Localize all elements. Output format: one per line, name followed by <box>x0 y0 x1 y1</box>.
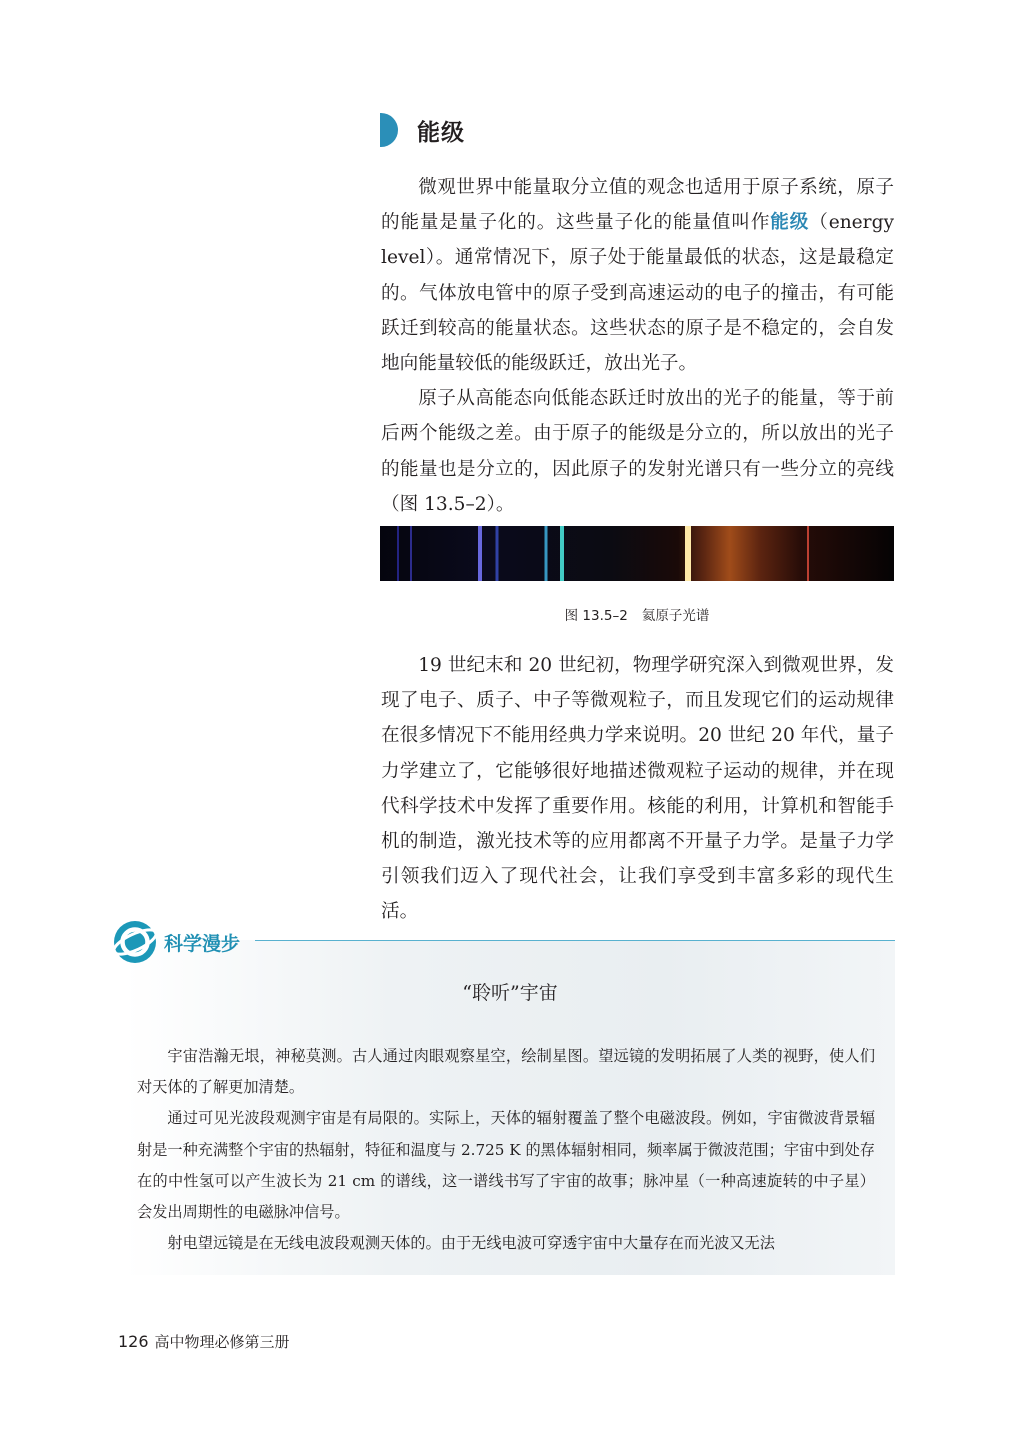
paragraph-photon-energy: 原子从高能态向低能态跃迁时放出的光子的能量，等于前后两个能级之差。由于原子的能级是分立的，所以放出的光子的能量也是分立的，因此原子的发射光谱只有一些分立的亮线（图 13.5–2）。 <box>381 388 894 515</box>
body-text-upper <box>381 170 894 522</box>
science-box-paragraph: 射电望远镜是在无线电波段观测天体的。由于无线电波可穿透宇宙中大量存在而光波又无法 <box>167 1234 775 1253</box>
science-box-paragraph: 宇宙浩瀚无垠，神秘莫测。古人通过肉眼观察星空，绘制星图。望远镜的发明拓展了人类的视野，使人们对天体的了解更加清楚。 <box>137 1047 875 1097</box>
paragraph-quantum-mechanics: 19 世纪末和 20 世纪初，物理学研究深入到微观世界，发现了电子、质子、中子等微观粒子，而且发现它们的运动规律在很多情况下不能用经典力学来说明。20 世纪 20 年代，量子力学建立了，它能够很好地描述微观粒子运动的规律，并在现代科学技术中发挥了重要作用。核能的利用，计算机和智能手机的制造，激光技术等的应用都离不开量子力学。是量子力学引领我们迈入了现代社会，让我们享受到丰富多彩的现代生活。 <box>381 655 894 923</box>
spectral-line <box>397 526 399 581</box>
spectrum-background <box>380 526 894 581</box>
page-number: 126 <box>118 1332 149 1351</box>
science-box-rule <box>255 940 895 941</box>
science-box-paragraph: 通过可见光波段观测宇宙是有局限的。实际上，天体的辐射覆盖了整个电磁波段。例如，宇宙微波背景辐射是一种充满整个宇宙的热辐射，特征和温度与 2.725 K 的黑体辐射相同，频率属于微波范围；宇宙中到处存在的中性氢可以产生波长为 21 cm 的谱线，这一谱线书写了宇宙的故事；脉冲星（一种高速旋转的中子星）会发出周期性的电磁脉冲信号。 <box>137 1109 875 1222</box>
paragraph-energy-level <box>381 170 894 381</box>
key-term: 能级 <box>770 212 810 234</box>
spectral-line <box>807 526 809 581</box>
science-box-title: “聆听”宇宙 <box>462 982 558 1004</box>
spectral-line <box>496 526 499 581</box>
page-footer <box>118 1331 290 1352</box>
section-heading <box>380 112 465 148</box>
book-title: 高中物理必修第三册 <box>154 1333 290 1351</box>
body-text-lower <box>381 648 894 930</box>
figure-caption-text: 氦原子光谱 <box>641 608 710 624</box>
spectral-line <box>410 526 412 581</box>
section-title: 能级 <box>417 119 465 146</box>
spectral-line <box>685 526 691 581</box>
science-box-text <box>137 1041 875 1259</box>
figure-number: 图 13.5–2 <box>564 608 628 624</box>
spectral-line <box>545 526 548 581</box>
spectral-line <box>478 526 482 581</box>
paragraph-text: （energy level）。通常情况下，原子处于能量最低的状态，这是最稳定的。气体放电管中的原子受到高速运动的电子的撞击，有可能跃迁到较高的能量状态。这些状态的原子是不稳定的，会自发地向能量较低的能级跃迁，放出光子。 <box>381 212 894 375</box>
section-marker <box>380 113 398 147</box>
helium-spectrum-image <box>380 526 894 581</box>
science-walk-icon <box>111 918 159 966</box>
spectral-line <box>560 526 564 581</box>
paragraph-text: 微观世界中能量取分立值的观念也适用于原子系统，原子的能量是量子化的。这些量子化的能量值叫作 <box>381 177 894 234</box>
figure-caption <box>380 604 894 624</box>
science-box-label: 科学漫步 <box>164 933 241 955</box>
